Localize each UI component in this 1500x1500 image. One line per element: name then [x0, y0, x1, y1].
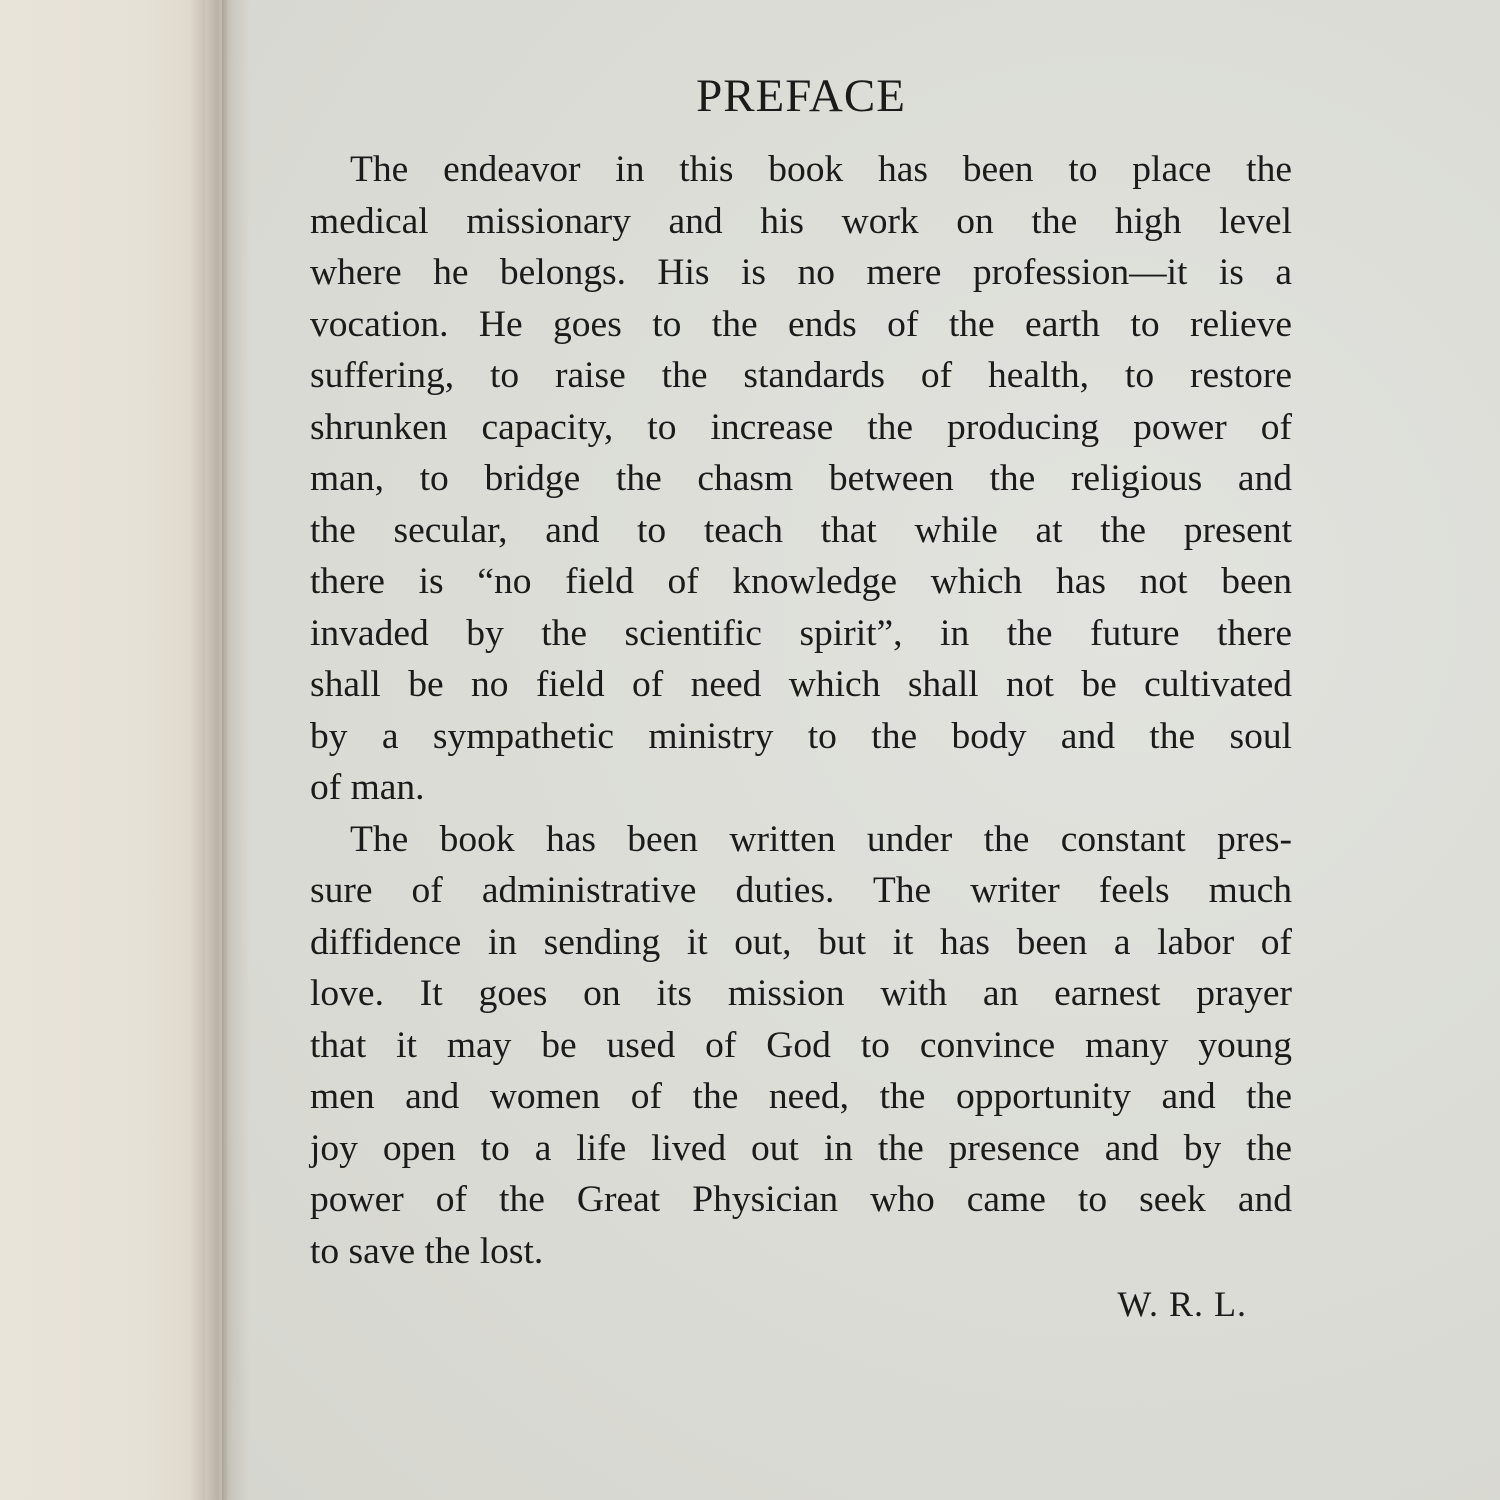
preface-text-block	[310, 70, 1292, 1329]
left-page	[0, 0, 205, 1500]
author-signature: W. R. L.	[1117, 1284, 1247, 1324]
text-line: by a sympathetic ministry to the body and the soul	[310, 715, 1292, 757]
text-line: love. It goes on its mission with an earnest prayer	[310, 973, 1292, 1014]
text-line: suffering, to raise the standards of health, to restore	[310, 355, 1292, 396]
text-line: The endeavor in this book has been to place the	[350, 149, 1292, 190]
text-line: men and women of the need, the opportunity and the	[310, 1076, 1292, 1117]
text-line: invaded by the scientific spirit”, in the future there	[310, 612, 1292, 654]
text-line: there is “no field of knowledge which has not been	[310, 561, 1292, 602]
text-line: power of the Great Physician who came to seek and	[310, 1179, 1292, 1220]
text-line: medical missionary and his work on the high level	[310, 200, 1292, 242]
text-line: where he belongs. His is no mere profession—it is a	[310, 252, 1292, 293]
paragraph-1	[310, 144, 1292, 814]
paragraph-2	[310, 814, 1292, 1278]
text-line: diffidence in sending it out, but it has been a labor of	[310, 921, 1292, 963]
text-line: the secular, and to teach that while at the present	[310, 509, 1292, 551]
book-gutter	[190, 0, 250, 1500]
page-edge	[222, 0, 228, 1500]
text-line: that it may be used of God to convince many young	[310, 1024, 1292, 1066]
page-title: PREFACE	[696, 70, 906, 122]
text-line: The book has been written under the constant pres-	[350, 818, 1292, 860]
text-line: to save the lost.	[310, 1230, 544, 1272]
text-line: sure of administrative duties. The writer feels much	[310, 870, 1292, 911]
text-line: shall be no field of need which shall not be cultivated	[310, 664, 1292, 705]
text-line: man, to bridge the chasm between the religious and	[310, 458, 1292, 499]
text-line: of man.	[310, 767, 425, 808]
text-line: shrunken capacity, to increase the producing power of	[310, 406, 1292, 448]
text-line: joy open to a life lived out in the presence and by the	[310, 1127, 1292, 1169]
text-line: vocation. He goes to the ends of the earth to relieve	[310, 303, 1292, 345]
